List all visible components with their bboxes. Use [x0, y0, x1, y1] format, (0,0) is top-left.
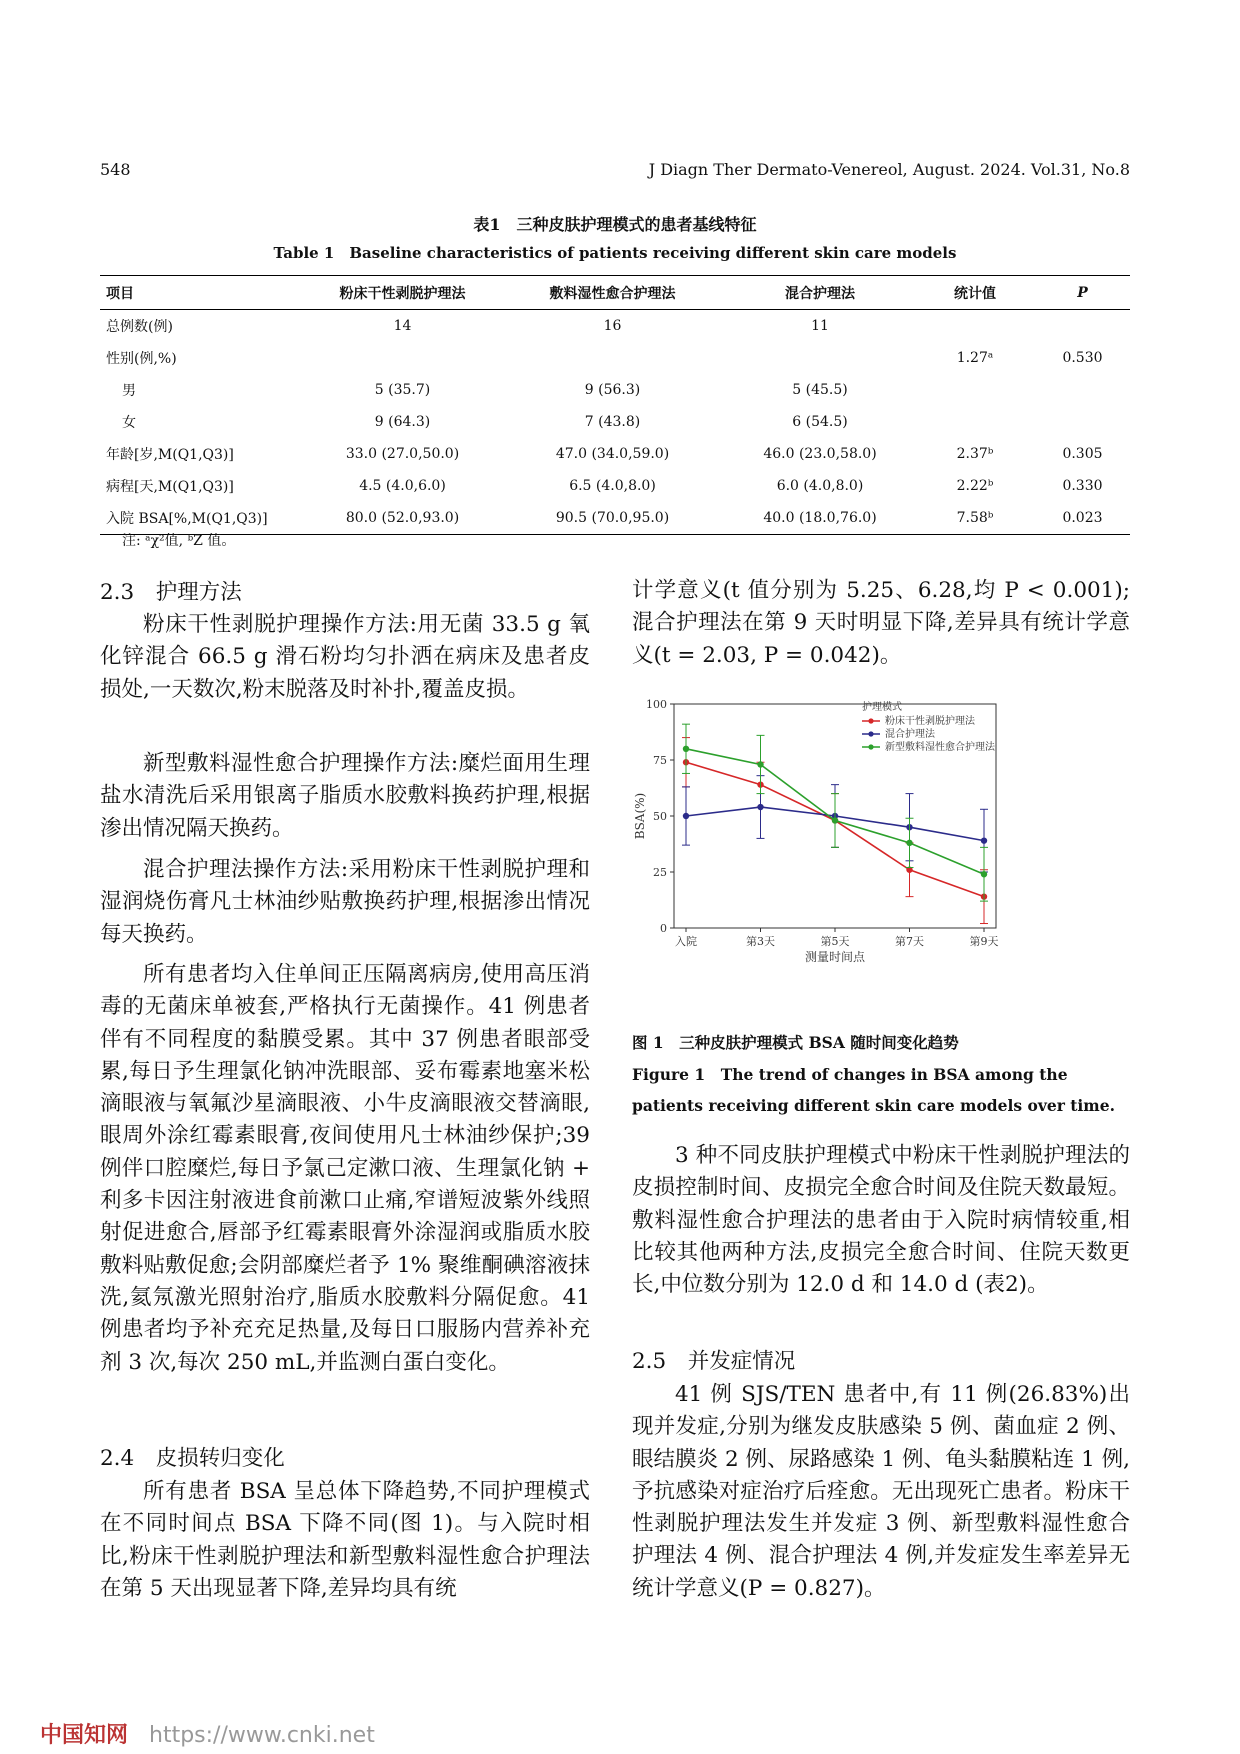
y-tick-label: 25 — [653, 866, 667, 879]
journal-header: J Diagn Ther Dermato-Venereol, August. 2024. Vol.31, No.8 — [648, 160, 1130, 179]
table-title-cn: 表1 三种皮肤护理模式的患者基线特征 — [473, 215, 757, 234]
table-row — [100, 342, 1130, 374]
table-cell — [725, 342, 915, 374]
paragraph: 41 例 SJS/TEN 患者中,有 11 例(26.83%)出现并发症,分别为继发皮肤感染 5 例、菌血症 2 例、眼结膜炎 2 例、尿路感染 1 例、龟头黏膜粘连 1 例,予抗感染对症治疗后痊愈。无出现死亡患者。粉床干性剥脱护理法发生并发症 3 例、新型敷料湿性愈合护理法 4 例、混合护理法 4 例,并发症发生率差异无统计学意义(P = 0.827)。 — [632, 1382, 1130, 1601]
table-header-row — [100, 276, 1130, 310]
table-cell — [1035, 374, 1130, 406]
table-row — [100, 406, 1130, 438]
table-cell: 9 (56.3) — [584, 382, 641, 398]
paragraph: 所有患者 BSA 呈总体下降趋势,不同护理模式在不同时间点 BSA 下降不同(图 1)。与入院时相比,粉床干性剥脱护理法和新型敷料湿性愈合护理法在第 5 天出现显著下降,差异均具有统 — [100, 1479, 590, 1601]
table-cell: 0.330 — [1062, 478, 1103, 494]
table-cell: 入院 BSA[%,M(Q1,Q3)] — [100, 502, 305, 535]
x-tick-label: 第5天 — [820, 935, 850, 948]
legend-label: 粉床干性剥脱护理法 — [885, 716, 975, 727]
table-cell: 性别(例,%) — [106, 351, 177, 367]
table-cell — [1035, 310, 1130, 343]
table-cell: 女 — [122, 415, 136, 431]
paragraph: 所有患者均入住单间正压隔离病房,使用高压消毒的无菌床单被套,严格执行无菌操作。41 例患者伴有不同程度的黏膜受累。其中 37 例患者眼部受累,每日予生理氯化钠冲洗眼部、妥布霉素地塞米松滴眼液与氧氟沙星滴眼液、小牛皮滴眼液交替滴眼,眼周外涂红霉素眼膏,夜间使用凡士林油纱保护;39 例伴口腔糜烂,每日予氯己定漱口液、生理氯化钠 + 利多卡因注射液进食前漱口止痛,窄谱短波紫外线照射促进愈合,唇部予红霉素眼膏外涂湿润或脂质水胶敷料贴敷促愈;会阴部糜烂者予 1% 聚维酮碘溶液抹洗,氦氖激光照射治疗,脂质水胶敷料分隔促愈。41 例患者均予补充充足热量,及每日口服肠内营养补充剂 3 次,每次 250 mL,并监测白蛋白变化。 — [100, 962, 590, 1375]
paragraph: 3 种不同皮肤护理模式中粉床干性剥脱护理法的皮损控制时间、皮损完全愈合时间及住院天数最短。敷料湿性愈合护理法的患者由于入院时病情较重,相比较其他两种方法,皮损完全愈合时间、住院天数更长,中位数分别为 12.0 d 和 14.0 d (表2)。 — [632, 1143, 1130, 1298]
table-title-en: Table 1 Baseline characteristics of patients receiving different skin care models — [273, 244, 957, 262]
legend-swatch-marker — [868, 731, 873, 736]
table-cell: 5 (45.5) — [792, 382, 848, 398]
legend-label: 混合护理法 — [885, 729, 935, 740]
table-cell: 46.0 (23.0,58.0) — [763, 446, 877, 462]
col-header-powder: 粉床干性剥脱护理法 — [305, 276, 500, 310]
table-cell: 5 (35.7) — [374, 382, 431, 398]
data-point — [683, 813, 689, 819]
x-tick-label: 入院 — [675, 935, 697, 948]
table-cell: 6.5 (4.0,8.0) — [569, 478, 656, 494]
table-cell: 6.0 (4.0,8.0) — [776, 478, 864, 494]
data-point — [906, 840, 912, 846]
table-cell — [915, 310, 1035, 343]
data-point — [757, 761, 763, 767]
table-cell: 4.5 (4.0,6.0) — [359, 478, 446, 494]
col-header-statistic: 统计值 — [915, 276, 1035, 310]
table-cell: 7 (43.8) — [584, 414, 641, 430]
page-number: 548 — [100, 160, 131, 179]
legend-label: 新型敷料湿性愈合护理法 — [885, 742, 995, 753]
table-cell: 0.305 — [1062, 446, 1103, 462]
paragraph: 粉床干性剥脱护理操作方法:用无菌 33.5 g 氧化锌混合 66.5 g 滑石粉均匀扑洒在病床及患者皮损处,一天数次,粉末脱落及时补扑,覆盖皮损。 — [100, 612, 590, 702]
paragraph: 新型敷料湿性愈合护理操作方法:糜烂面用生理盐水清洗后采用银离子脂质水胶敷料换药护理,根据渗出情况隔天换药。 — [100, 751, 590, 841]
table-cell — [305, 342, 500, 374]
x-axis-label: 测量时间点 — [804, 950, 866, 964]
data-point — [757, 804, 763, 810]
table-cell: 2.37ᵇ — [956, 446, 994, 462]
y-tick-label: 50 — [653, 810, 667, 823]
table-cell: 47.0 (34.0,59.0) — [555, 446, 670, 462]
table-row — [100, 438, 1130, 470]
section-heading-2-5: 2.5 并发症情况 — [632, 1349, 796, 1374]
table-cell: 14 — [393, 318, 412, 334]
table-row — [100, 502, 1130, 535]
table-cell: 0.530 — [1062, 350, 1103, 366]
legend-title: 护理模式 — [862, 702, 902, 713]
table-cell: 80.0 (52.0,93.0) — [305, 502, 500, 535]
table-cell: 33.0 (27.0,50.0) — [345, 446, 460, 462]
table-row — [100, 310, 1130, 343]
col-header-item: 项目 — [100, 276, 305, 310]
section-heading-2-3: 2.3 护理方法 — [100, 580, 242, 605]
table-cell — [500, 342, 725, 374]
table-cell: 病程[天,M(Q1,Q3)] — [106, 479, 234, 495]
table-cell — [1035, 406, 1130, 438]
figure-caption-en: Figure 1 The trend of changes in BSA among the patients receiving different skin care models over time. — [632, 1065, 1115, 1115]
table-cell: 1.27ᵃ — [956, 350, 994, 366]
legend-swatch-marker — [868, 744, 873, 749]
table-cell: 11 — [811, 318, 829, 334]
table-cell: 7.58ᵇ — [915, 502, 1035, 535]
table-cell: 年龄[岁,M(Q1,Q3)] — [106, 447, 234, 463]
bsa-line-chart — [632, 690, 1130, 1025]
col-header-mixed: 混合护理法 — [725, 276, 915, 310]
table-cell: 9 (64.3) — [374, 414, 431, 430]
data-point — [683, 746, 689, 752]
table-cell — [915, 406, 1035, 438]
table-cell: 男 — [122, 383, 136, 399]
x-tick-label: 第3天 — [746, 935, 775, 948]
table-cell: 40.0 (18.0,76.0) — [725, 502, 915, 535]
table-cell — [915, 374, 1035, 406]
col-header-dressing: 敷料湿性愈合护理法 — [500, 276, 725, 310]
cnki-logo-text: 中国知网 — [40, 1723, 129, 1748]
table-cell: 90.5 (70.0,95.0) — [500, 502, 725, 535]
y-tick-label: 0 — [660, 922, 667, 935]
baseline-table — [100, 275, 1130, 535]
table-cell: 0.023 — [1035, 502, 1130, 535]
table-note: 注: ᵃχ²值, ᵇZ 值。 — [122, 533, 236, 549]
x-tick-label: 第7天 — [895, 935, 924, 948]
table-row — [100, 470, 1130, 502]
table-cell: 总例数(例) — [106, 319, 173, 335]
data-point — [981, 837, 987, 843]
legend-swatch-marker — [868, 718, 873, 723]
paragraph: 计学意义(t 值分别为 5.25、6.28,均 P < 0.001);混合护理法在第 9 天时明显下降,差异具有统计学意义(t = 2.03, P = 0.042)。 — [632, 578, 1130, 668]
table-cell: 16 — [603, 318, 622, 334]
data-point — [832, 817, 838, 823]
col-header-p: P — [1035, 276, 1130, 310]
table-row — [100, 374, 1130, 406]
figure-caption-cn: 图 1 三种皮肤护理模式 BSA 随时间变化趋势 — [632, 1033, 959, 1052]
table-cell: 2.22ᵇ — [956, 478, 994, 494]
x-tick-label: 第9天 — [969, 935, 999, 948]
table-cell: 6 (54.5) — [792, 414, 848, 430]
y-tick-label: 100 — [646, 698, 667, 711]
cnki-url: https://www.cnki.net — [149, 1723, 375, 1748]
y-axis-label: BSA(%) — [633, 792, 647, 840]
paragraph: 混合护理法操作方法:采用粉床干性剥脱护理和湿润烧伤膏凡士林油纱贴敷换药护理,根据渗出情况每天换药。 — [100, 857, 590, 947]
y-tick-label: 75 — [653, 754, 667, 767]
data-point — [981, 871, 987, 877]
section-heading-2-4: 2.4 皮损转归变化 — [100, 1446, 285, 1471]
cnki-watermark — [40, 1718, 375, 1749]
